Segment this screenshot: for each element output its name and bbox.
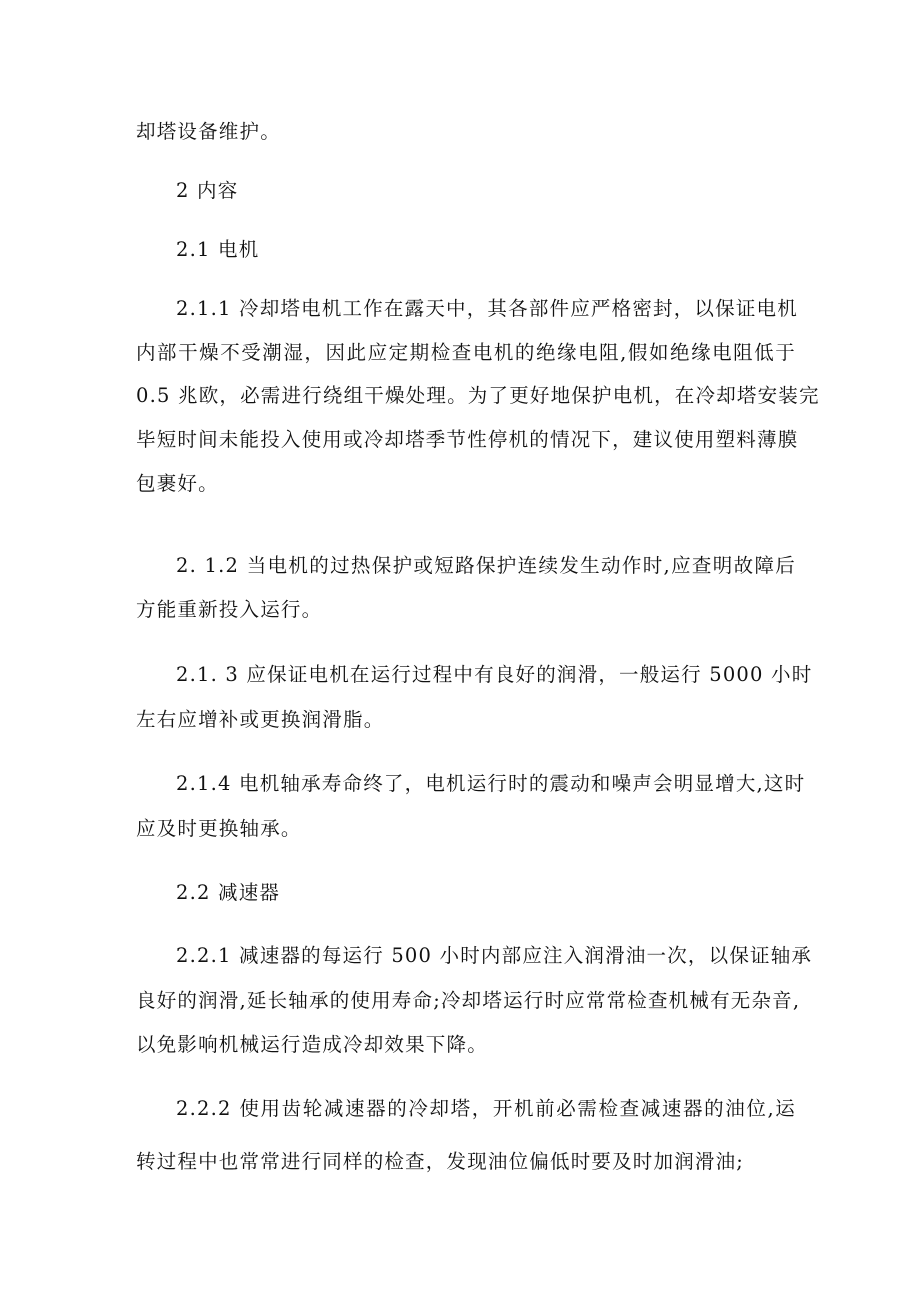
paragraph-2-2-2-line-2: 转过程中也常常进行同样的检查，发现油位偏低时要及时加润滑油; [136, 1150, 745, 1173]
paragraph-2-1-1-line-2: 内部干燥不受潮湿，因此应定期检查电机的绝缘电阻,假如绝缘电阻低于 [136, 341, 796, 364]
section-heading-2: 2 内容 [176, 179, 239, 202]
paragraph-2-2-1-line-3: 以免影响机械运行造成冷却效果下降。 [136, 1033, 488, 1056]
paragraph-2-2-1-line-1: 2.2.1 减速器的每运行 500 小时内部应注入润滑油一次，以保证轴承 [176, 944, 813, 967]
paragraph-2-2-1-line-2: 良好的润滑,延长轴承的使用寿命;冷却塔运行时应常常检查机械有无杂音, [136, 989, 801, 1012]
section-heading-2-1: 2.1 电机 [176, 238, 260, 261]
paragraph-2-1-1-line-3: 0.5 兆欧，必需进行绕组干燥处理。为了更好地保护电机，在冷却塔安装完 [136, 384, 820, 407]
paragraph-2-2-2-line-1: 2.2.2 使用齿轮减速器的冷却塔，开机前必需检查减速器的油位,运 [176, 1097, 796, 1120]
paragraph-2-1-4-line-1: 2.1.4 电机轴承寿命终了，电机运行时的震动和噪声会明显增大,这时 [176, 772, 806, 795]
continuation-text: 却塔设备维护。 [136, 120, 281, 143]
paragraph-2-1-1-line-5: 包裹好。 [136, 472, 219, 495]
paragraph-2-1-2-line-2: 方能重新投入运行。 [136, 598, 323, 621]
section-heading-2-2: 2.2 减速器 [176, 881, 281, 904]
paragraph-2-1-3-line-1: 2.1. 3 应保证电机在运行过程中有良好的润滑，一般运行 5000 小时 [176, 663, 813, 686]
paragraph-2-1-3-line-2: 左右应增补或更换润滑脂。 [136, 708, 385, 731]
paragraph-2-1-1-line-1: 2.1.1 冷却塔电机工作在露天中，其各部件应严格密封，以保证电机 [176, 297, 798, 320]
paragraph-2-1-2-line-1: 2. 1.2 当电机的过热保护或短路保护连续发生动作时,应查明故障后 [176, 554, 796, 577]
paragraph-2-1-1-line-4: 毕短时间未能投入使用或冷却塔季节性停机的情况下，建议使用塑料薄膜 [136, 428, 799, 451]
paragraph-2-1-4-line-2: 应及时更换轴承。 [136, 817, 302, 840]
